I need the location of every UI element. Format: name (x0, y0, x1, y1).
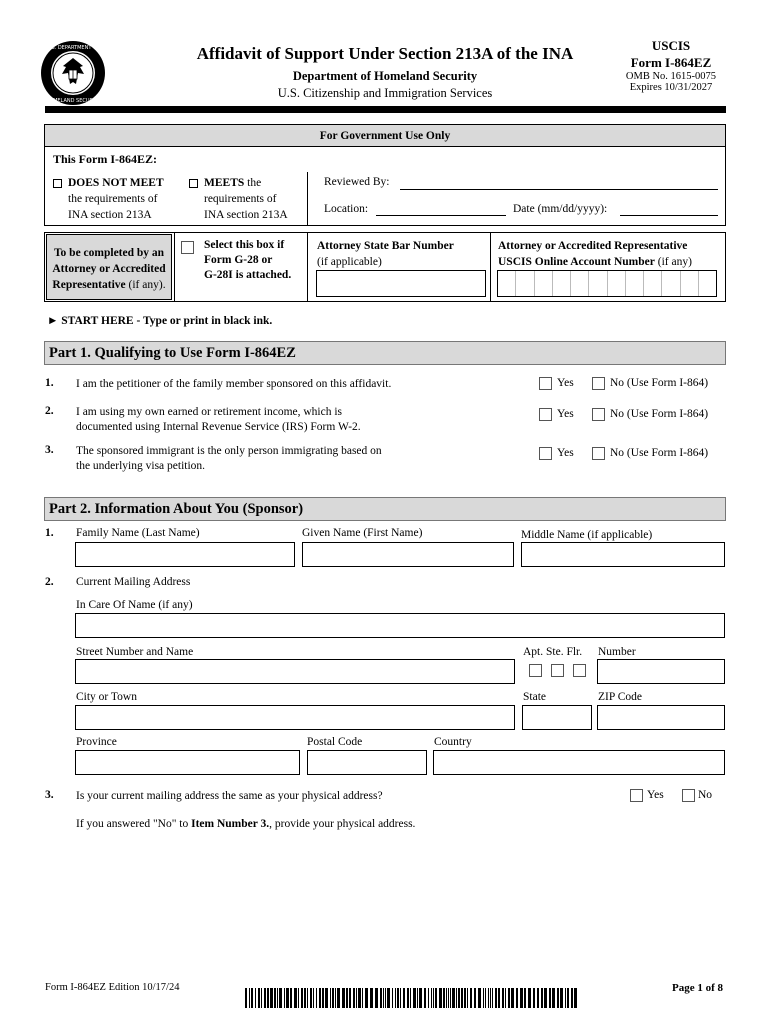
reviewed-by-label: Reviewed By: (324, 176, 390, 188)
attorney-divider (307, 232, 308, 302)
part2-q3-number: 3. (45, 789, 54, 801)
uscis-label: USCIS (651, 38, 691, 53)
same-address-yes-checkbox[interactable] (630, 789, 643, 802)
meets-checkbox[interactable] (189, 179, 198, 188)
part1-q2-yes-checkbox[interactable] (539, 408, 552, 421)
street-input[interactable] (75, 659, 515, 684)
same-address-no-checkbox[interactable] (682, 789, 695, 802)
part1-q3-no-label: No (Use Form I-864) (610, 447, 709, 459)
unit-number-label: Number (598, 646, 636, 658)
middle-name-label: Middle Name (if applicable) (521, 529, 653, 541)
family-name-label: Family Name (Last Name) (76, 527, 200, 539)
physical-address-instruction: If you answered "No" to Item Number 3., provide your physical address. (76, 818, 416, 830)
barcode-image (245, 988, 579, 1008)
does-not-meet-label: DOES NOT MEET the requirements of INA section 213A (68, 177, 164, 221)
location-label: Location: (324, 203, 369, 215)
given-name-label: Given Name (First Name) (302, 527, 423, 539)
part1-q1-text: I am the petitioner of the family member sponsored on this affidavit. (76, 378, 392, 390)
attorney-divider (174, 232, 175, 302)
part1-heading: Part 1. Qualifying to Use Form I-864EZ (44, 341, 726, 365)
same-address-no-label: No (698, 789, 713, 801)
g28-attached-checkbox[interactable] (181, 241, 194, 254)
department-name: Department of Homeland Security (292, 69, 478, 83)
agency-name: U.S. Citizenship and Immigration Services (277, 86, 493, 100)
part1-q2-text: I am using my own earned or retirement income, which is documented using Internal Revenue Service (IRS) Form W-2. (76, 406, 361, 433)
part2-q2-number: 2. (45, 576, 54, 588)
province-label: Province (76, 736, 117, 748)
reviewed-by-line[interactable] (400, 189, 718, 190)
in-care-of-label: In Care Of Name (if any) (76, 599, 193, 611)
unit-number-input[interactable] (597, 659, 725, 684)
ste-checkbox[interactable] (551, 664, 564, 677)
part1-q1-yes-label: Yes (557, 377, 574, 389)
part1-q1-no-checkbox[interactable] (592, 377, 605, 390)
attorney-instructions: To be completed by an Attorney or Accredited Representative (if any). (46, 234, 172, 300)
dhs-seal-logo (40, 40, 106, 106)
part2-q1-number: 1. (45, 527, 54, 539)
header-divider (45, 106, 726, 113)
does-not-meet-checkbox[interactable] (53, 179, 62, 188)
gov-divider (307, 172, 308, 226)
omb-number: OMB No. 1615-0075 (625, 71, 717, 82)
part1-q2-number: 2. (45, 405, 54, 417)
family-name-input[interactable] (75, 542, 295, 567)
apt-ste-flr-label: Apt. Ste. Flr. (523, 646, 583, 658)
same-address-yes-label: Yes (647, 789, 664, 801)
svg-text:HOMELAND SECURITY: HOMELAND SECURITY (45, 98, 101, 104)
part1-q3-yes-label: Yes (557, 447, 574, 459)
page-number: Page 1 of 8 (672, 982, 724, 994)
part1-q2-yes-label: Yes (557, 408, 574, 420)
part1-q2-no-checkbox[interactable] (592, 408, 605, 421)
part1-q1-yes-checkbox[interactable] (539, 377, 552, 390)
middle-name-input[interactable] (521, 542, 725, 567)
part1-q1-no-label: No (Use Form I-864) (610, 377, 709, 389)
part1-q3-number: 3. (45, 444, 54, 456)
province-input[interactable] (75, 750, 300, 775)
attorney-divider (490, 232, 491, 302)
state-select[interactable] (522, 705, 592, 730)
meets-label: MEETS the requirements of INA section 213A (204, 177, 288, 221)
in-care-of-input[interactable] (75, 613, 725, 638)
bar-number-label: Attorney State Bar Number (if applicable) (317, 240, 454, 268)
part1-q2-no-label: No (Use Form I-864) (610, 408, 709, 420)
expiration-date: Expires 10/31/2027 (629, 82, 713, 93)
given-name-input[interactable] (302, 542, 514, 567)
bar-number-input[interactable] (316, 270, 486, 297)
zip-input[interactable] (597, 705, 725, 730)
form-title: Affidavit of Support Under Section 213A of the INA (196, 44, 574, 63)
mailing-address-label: Current Mailing Address (76, 576, 191, 588)
account-number-label: Attorney or Accredited Representative USCIS Online Account Number (if any) (498, 240, 692, 268)
country-input[interactable] (433, 750, 725, 775)
location-line[interactable] (376, 215, 506, 216)
g28-label: Select this box if Form G-28 or G-28I is attached. (204, 239, 292, 281)
start-here-instruction: ► START HERE - Type or print in black ink. (47, 315, 273, 327)
svg-text:U.S. DEPARTMENT OF: U.S. DEPARTMENT OF (46, 45, 100, 51)
flr-checkbox[interactable] (573, 664, 586, 677)
this-form-label: This Form I-864EZ: (53, 152, 158, 166)
part1-q3-no-checkbox[interactable] (592, 447, 605, 460)
part1-q1-number: 1. (45, 377, 54, 389)
city-input[interactable] (75, 705, 515, 730)
postal-code-input[interactable] (307, 750, 427, 775)
online-account-number-input[interactable] (497, 270, 717, 297)
review-date-line[interactable] (620, 215, 718, 216)
footer-edition: Form I-864EZ Edition 10/17/24 (45, 982, 180, 993)
form-id-block (612, 38, 730, 93)
same-address-question: Is your current mailing address the same as your physical address? (76, 790, 383, 802)
state-label: State (523, 691, 546, 703)
zip-label: ZIP Code (598, 691, 642, 703)
postal-code-label: Postal Code (307, 736, 363, 748)
government-use-heading: For Government Use Only (45, 125, 725, 147)
street-label: Street Number and Name (76, 646, 194, 658)
form-number: Form I-864EZ (630, 55, 712, 70)
country-label: Country (434, 736, 472, 748)
review-date-label: Date (mm/dd/yyyy): (513, 203, 608, 215)
part2-heading: Part 2. Information About You (Sponsor) (44, 497, 726, 521)
apt-checkbox[interactable] (529, 664, 542, 677)
part1-q3-yes-checkbox[interactable] (539, 447, 552, 460)
part1-q3-text: The sponsored immigrant is the only person immigrating based on the underlying visa petition. (76, 445, 382, 472)
city-label: City or Town (76, 691, 137, 703)
